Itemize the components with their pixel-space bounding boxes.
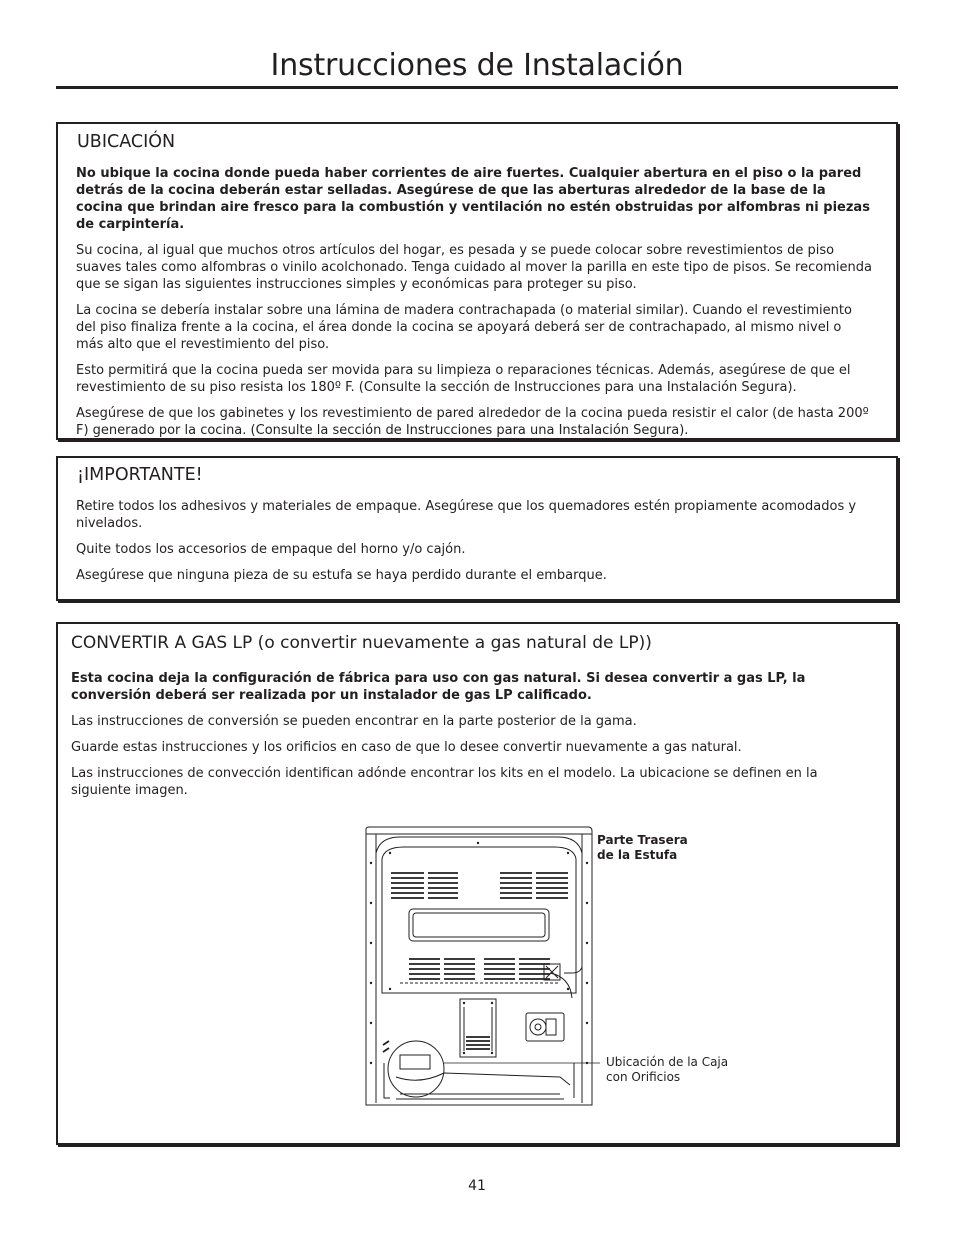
importante-heading: ¡IMPORTANTE! — [77, 465, 203, 485]
ubicacion-section — [56, 122, 898, 440]
range-back-illustration — [360, 823, 600, 1108]
ubicacion-paragraph-2: Su cocina, al igual que muchos otros artículos del hogar, es pesada y se puede colocar sobre revestimientos de piso suaves tales como alfombras o vinilo acolchonado. Tenga cuidado al mover la parilla en este tipo de pisos. Se recomienda que se sigan las siguientes instrucciones simples y económicas para proteger su piso. — [76, 243, 872, 292]
callout-box-line1: Ubicación de la Caja — [606, 1055, 729, 1069]
callout-back-line1: Parte Trasera — [597, 833, 688, 847]
ubicacion-paragraph-3: La cocina se debería instalar sobre una lámina de madera contrachapada (o material similar). Cuando el revestimiento del piso finaliza frente a la cocina, el área donde la cocina se apoyará deberá ser de contrachapado, al mismo nivel o más alto que el revestimiento del piso. — [76, 303, 852, 352]
convertir-heading: CONVERTIR A GAS LP (o convertir nuevamente a gas natural de LP)) — [71, 633, 652, 653]
ubicacion-paragraph-1: No ubique la cocina donde pueda haber corrientes de aire fuertes. Cualquier abertura en el piso o la pared detrás de la cocina deberán estar selladas. Asegúrese de que las aberturas alrededor de la base de la cocina que brindan aire fresco para la combustión y ventilación no estén obstruidas por alfombras ni piezas de carpintería. — [76, 166, 870, 232]
title-rule — [56, 86, 898, 89]
convertir-paragraph-1: Esta cocina deja la configuración de fábrica para uso con gas natural. Si desea convertir a gas LP, la conversión deberá ser realizada por un instalador de gas LP calificado. — [71, 671, 806, 703]
ubicacion-heading: UBICACIÓN — [77, 132, 176, 152]
importante-section — [56, 456, 898, 601]
importante-paragraph-3: Asegúrese que ninguna pieza de su estufa se haya perdido durante el embarque. — [76, 568, 607, 583]
ubicacion-paragraph-5: Asegúrese de que los gabinetes y los revestimiento de pared alrededor de la cocina pueda resistir el calor (de hasta 200º F) generado por la cocina. (Consulte la sección de Instrucciones para una Instalación Segura). — [76, 406, 869, 438]
convertir-paragraph-4: Las instrucciones de convección identifican adónde encontrar los kits en el modelo. La ubicacione se definen en la siguiente imagen. — [71, 766, 818, 798]
convertir-paragraph-2: Las instrucciones de conversión se pueden encontrar en la parte posterior de la gama. — [71, 714, 637, 729]
callout-back-line2: de la Estufa — [597, 848, 678, 862]
ubicacion-paragraph-4: Esto permitirá que la cocina pueda ser movida para su limpieza o reparaciones técnicas. Además, asegúrese de que el revestimiento de su piso resista los 180º F. (Consulte la sección de Instrucciones para una Instalación Segura). — [76, 363, 851, 395]
importante-paragraph-2: Quite todos los accesorios de empaque del horno y/o cajón. — [76, 542, 466, 557]
page-title: Instrucciones de Instalación — [270, 48, 684, 83]
convertir-section — [56, 622, 898, 1145]
convertir-paragraph-3: Guarde estas instrucciones y los orificios en caso de que lo desee convertir nuevamente a gas natural. — [71, 740, 742, 755]
page-number: 41 — [468, 1178, 486, 1194]
importante-paragraph-1: Retire todos los adhesivos y materiales de empaque. Asegúrese que los quemadores estén propiamente acomodados y nivelados. — [76, 499, 857, 531]
callout-box-line2: con Orificios — [606, 1070, 681, 1084]
